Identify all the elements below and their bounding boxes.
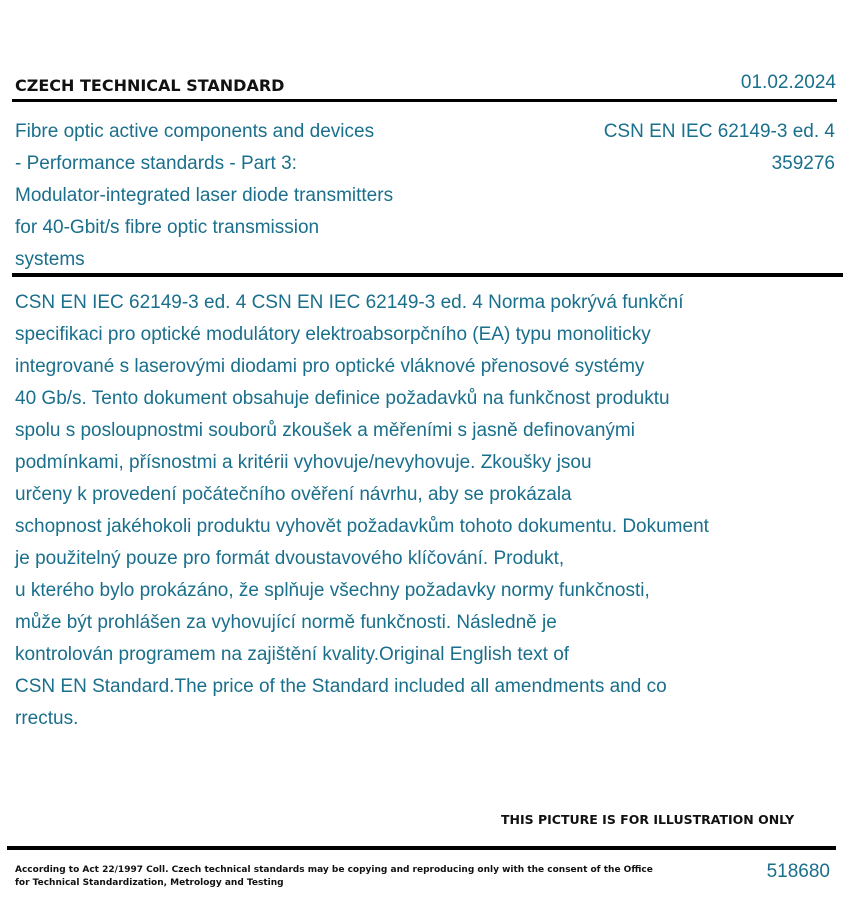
abstract-line: rrectus. bbox=[15, 708, 79, 729]
abstract-line: 40 Gb/s. Tento dokument obsahuje definice požadavků na funkčnost produktu bbox=[15, 388, 670, 409]
standard-identifiers bbox=[604, 116, 835, 180]
title-line: for 40-Gbit/s fibre optic transmission bbox=[15, 217, 320, 238]
legal-line: According to Act 22/1997 Coll. Czech technical standards may be copying and reproducing only with the consent of the Office bbox=[15, 865, 653, 875]
abstract-line: integrované s laserovými diodami pro optické vláknové přenosové systémy bbox=[15, 356, 645, 377]
abstract-line: CSN EN IEC 62149-3 ed. 4 CSN EN IEC 62149-3 ed. 4 Norma pokrývá funkční bbox=[15, 292, 684, 313]
publication-date: 01.02.2024 bbox=[740, 72, 836, 93]
standard-title bbox=[15, 116, 455, 276]
title-line: Modulator-integrated laser diode transmitters bbox=[15, 185, 394, 206]
top-divider bbox=[12, 99, 837, 102]
abstract-line: specifikaci pro optické modulátory elektroabsorpčního (EA) typu monoliticky bbox=[15, 324, 651, 345]
bottom-divider bbox=[7, 846, 836, 850]
abstract-line: určeny k provedení počátečního ověření návrhu, aby se prokázala bbox=[15, 484, 572, 505]
title-line: systems bbox=[15, 249, 85, 270]
abstract-line: CSN EN Standard.The price of the Standard included all amendments and co bbox=[15, 676, 667, 697]
document-number: 518680 bbox=[766, 861, 830, 882]
abstract-line: spolu s posloupnostmi souborů zkoušek a měřeními s jasně definovanými bbox=[15, 420, 635, 441]
class-number: 359276 bbox=[771, 153, 835, 174]
legal-line: for Technical Standardization, Metrology and Testing bbox=[15, 878, 284, 888]
abstract-line: podmínkami, přísnostmi a kritérii vyhovuje/nevyhovuje. Zkoušky jsou bbox=[15, 452, 592, 473]
middle-divider bbox=[12, 273, 843, 277]
abstract-line: je použitelný pouze pro formát dvoustavového klíčování. Produkt, bbox=[15, 548, 565, 569]
abstract-line: schopnost jakéhokoli produktu vyhovět požadavkům tohoto dokumentu. Dokument bbox=[15, 516, 709, 537]
abstract-line: může být prohlášen za vyhovující normě funkčnosti. Následně je bbox=[15, 612, 557, 633]
title-line: - Performance standards - Part 3: bbox=[15, 153, 297, 174]
title-line: Fibre optic active components and devices bbox=[15, 121, 375, 142]
abstract-line: u kterého bylo prokázáno, že splňuje všechny požadavky normy funkčnosti, bbox=[15, 580, 650, 601]
abstract-text bbox=[15, 287, 815, 735]
standard-code: CSN EN IEC 62149-3 ed. 4 bbox=[603, 121, 835, 142]
legal-notice bbox=[15, 864, 653, 890]
abstract-line: kontrolován programem na zajištění kvality.Original English text of bbox=[15, 644, 570, 665]
document-type-label: CZECH TECHNICAL STANDARD bbox=[15, 76, 285, 95]
illustration-note: THIS PICTURE IS FOR ILLUSTRATION ONLY bbox=[501, 812, 795, 827]
